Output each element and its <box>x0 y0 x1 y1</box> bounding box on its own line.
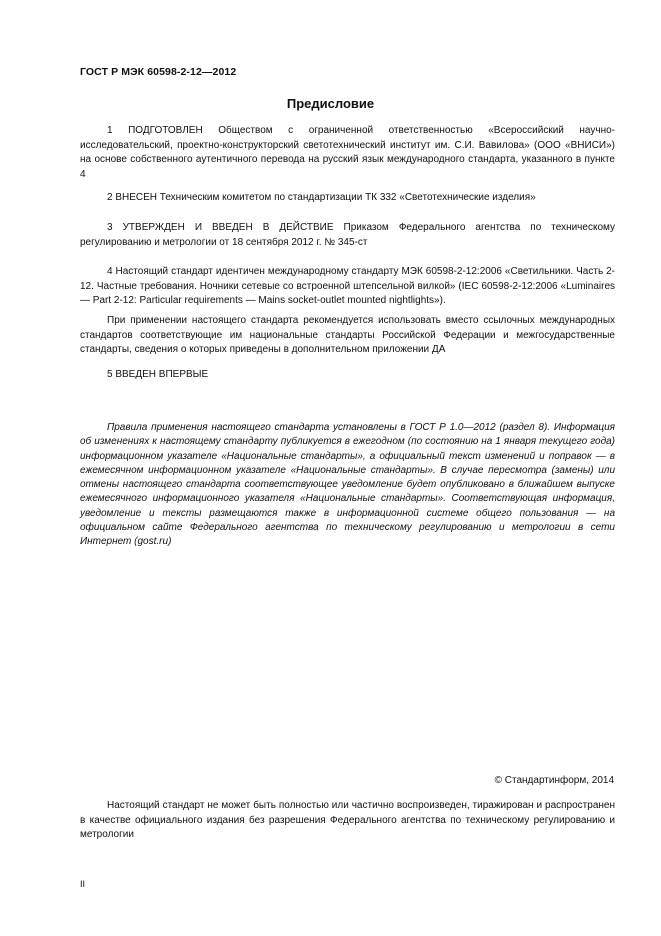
reproduction-notice: Настоящий стандарт не может быть полностью или частично воспроизведен, тиражирован и распространен в качестве официального издания без разрешения Федерального агентства по техническому регулированию и метрологии <box>80 800 615 841</box>
preface-item-2: 2 ВНЕСЕН Техническим комитетом по стандартизации ТК 332 «Светотехнические изделия» <box>107 192 536 203</box>
preface-title: Предисловие <box>286 96 375 111</box>
preface-item-4: 4 Настоящий стандарт идентичен международному стандарту МЭК 60598-2-12:2006 «Светильники. Часть 2-12. Частные требования. Ночники сетевые со встроенной штепсельной вилкой» (IEC 60598-2-12:2006 «Luminaires — Part 2-12: Particular requirements — Mains socket-outlet mounted nightlights»). <box>80 266 615 307</box>
copyright-line: © Стандартинформ, 2014 <box>494 775 614 786</box>
preface-item-5: 5 ВВЕДЕН ВПЕРВЫЕ <box>107 369 209 380</box>
preface-item-4-note: При применении настоящего стандарта рекомендуется использовать вместо ссылочных международных стандартов соответствующие им национальные стандарты Российской Федерации и межгосударственные стандарты, сведения о которых приведены в дополнительном приложении ДА <box>80 315 615 356</box>
application-rules-notice: Правила применения настоящего стандарта установлены в ГОСТ Р 1.0—2012 (раздел 8). Информация об изменениях к настоящему стандарту публикуется в ежегодном (по состоянию на 1 января текущего года) информационном указателе «Национальные стандарты», а официальный текст изменений и поправок — в ежемесячном информационном указателе «Национальные стандарты». В случае пересмотра (замены) или отмены настоящего стандарта соответствующее уведомление будет опубликовано в ближайшем выпуске ежемесячного информационного указателя «Национальные стандарты». Соответствующая информация, уведомление и тексты размещаются также в информационной системе общего пользования — на официальном сайте Федерального агентства по техническому регулированию и метрологии в сети Интернет (gost.ru) <box>80 422 615 548</box>
standard-code-header: ГОСТ Р МЭК 60598-2-12—2012 <box>80 66 237 78</box>
page-number: II <box>80 879 86 889</box>
preface-item-1: 1 ПОДГОТОВЛЕН Обществом с ограниченной ответственностью «Всероссийский научно-исследовательский, проектно-конструкторский светотехнический институт им. С.И. Вавилова» (ООО «ВНИСИ») на основе собственного аутентичного перевода на русский язык международного стандарта, указанного в пункте 4 <box>80 125 615 180</box>
preface-item-3: 3 УТВЕРЖДЕН И ВВЕДЕН В ДЕЙСТВИЕ Приказом Федерального агентства по техническому регулированию и метрологии от 18 сентября 2012 г. № 345-ст <box>80 222 615 248</box>
